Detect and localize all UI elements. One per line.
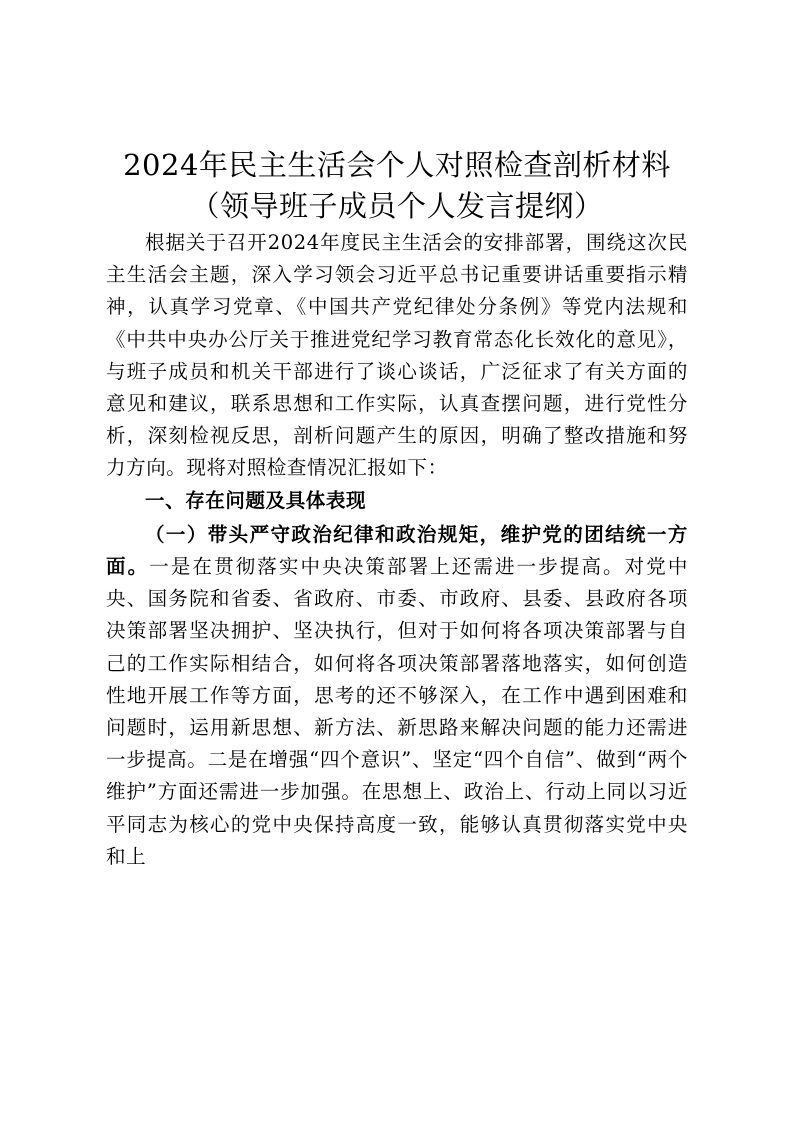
document-title: 2024年民主生活会个人对照检查剖析材料（领导班子成员个人发言提纲） xyxy=(123,148,671,223)
intro-paragraph: 根据关于召开2024年度民主生活会的安排部署，围绕这次民主生活会主题，深入学习领会习近平总书记重要讲话重要指示精神，认真学习党章、《中国共产党纪律处分条例》等党内法规和《中共中央办公厅关于推进党纪学习教育常态化长效化的意见》，与班子成员和机关干部进行了谈心谈话，广泛征求了有关方面的意见和建议，联系思想和工作实际，认真查摆问题，进行党性分析，深刻检视反思，剖析问题产生的原因，明确了整改措施和努力方向。现将对照检查情况汇报如下： xyxy=(106,231,688,480)
document-page xyxy=(106,145,688,873)
section-heading: 一、存在问题及具体表现 xyxy=(145,488,367,512)
subsection-body: 一是在贯彻落实中央决策部署上还需进一步提高。对党中央、国务院和省委、省政府、市委、市政府、县委、县政府各项决策部署坚决拥护、坚决执行，但对于如何将各项决策部署与自己的工作实际相结合，如何将各项决策部署落地落实，如何创造性地开展工作等方面，思考的还不够深入，在工作中遇到困难和问题时，运用新思想、新方法、新思路来解决问题的能力还需进一步提高。二是在增强“四个意识”、坚定“四个自信”、做到“两个维护”方面还需进一步加强。在思想上、政治上、行动上同以习近平同志为核心的党中央保持高度一致，能够认真贯彻落实党中央和上 xyxy=(106,555,688,868)
subsection-paragraph xyxy=(106,519,688,873)
subsection-heading: （一）带头严守政治纪律和政治规矩，维护党的团结统一方面。 xyxy=(106,522,688,579)
